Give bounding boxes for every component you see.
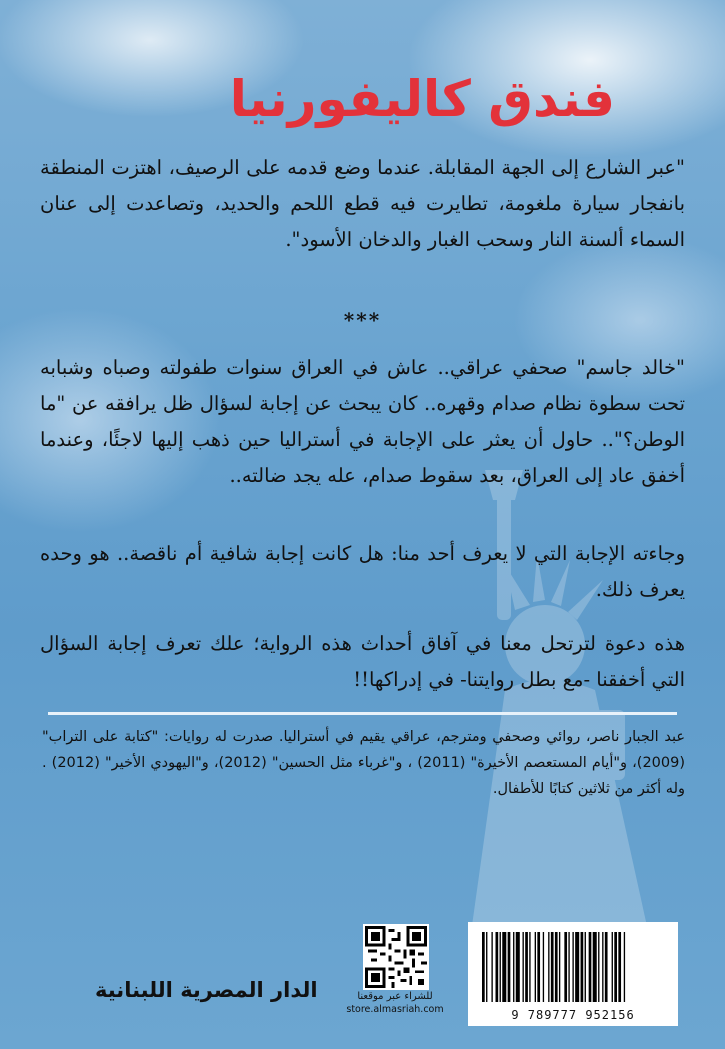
book-title: فندق كاليفورنيا: [229, 70, 615, 128]
qr-caption: [340, 990, 450, 1017]
blurb-paragraph-3: وجاءته الإجابة التي لا يعرف أحد منا: هل كانت إجابة شافية أم ناقصة.. هو وحده يعرف ذلك.: [40, 542, 685, 601]
qr-code-icon: [365, 926, 427, 988]
blurb-paragraph-4: هذه دعوة لترتحل معنا في آفاق أحداث هذه الرواية؛ علك تعرف إجابة السؤال التي أخفقنا -مع بطل روايتنا- في إدراكها!!: [40, 632, 685, 691]
qr-caption-text: للشراء عبر موقعنا: [357, 991, 433, 1002]
blurb-paragraph-2: "خالد جاسم" صحفي عراقي.. عاش في العراق سنوات طفولته وصباه وشبابه تحت سطوة نظام صدام وقهره.. كان يبحث عن إجابة لسؤال ظل يرافقه عن "ما الوطن؟".. حاول أن يعثر على الإجابة في أستراليا حين ذهب إليها لاجئًا، وعندما أخفق عاد إلى العراق، بعد سقوط صدام، عله يجد ضالته..: [40, 356, 685, 487]
author-bio: عبد الجبار ناصر، روائي وصحفي ومترجم، عراقي يقيم في أستراليا. صدرت له روايات: "كتابة على التراب" (2009)، و"أيام المستعصم الأخيرة" (2011) ، و"غرباء مثل الحسين" (2012)، و"اليهودي الأخير" (2012) . وله أكثر من ثلاثين كتابًا للأطفال.: [42, 729, 686, 797]
qr-code[interactable]: [363, 924, 429, 990]
barcode-bars: [468, 922, 678, 1006]
store-url[interactable]: store.almasriah.com: [346, 1004, 444, 1015]
divider-line: [48, 712, 677, 715]
publisher-logo-text: الدار المصرية اللبنانية: [95, 978, 318, 1002]
section-separator: ***: [343, 308, 382, 332]
blurb-paragraph-1: "عبر الشارع إلى الجهة المقابلة. عندما وضع قدمه على الرصيف، اهتزت المنطقة بانفجار سيارة ملغومة، تطايرت فيه قطع اللحم والحديد، وتصاعدت إلى عنان السماء ألسنة النار وسحب الغبار والدخان الأسود".: [40, 156, 685, 251]
isbn-barcode: [468, 922, 678, 1026]
isbn-number: 9 789777 952156: [511, 1008, 635, 1022]
